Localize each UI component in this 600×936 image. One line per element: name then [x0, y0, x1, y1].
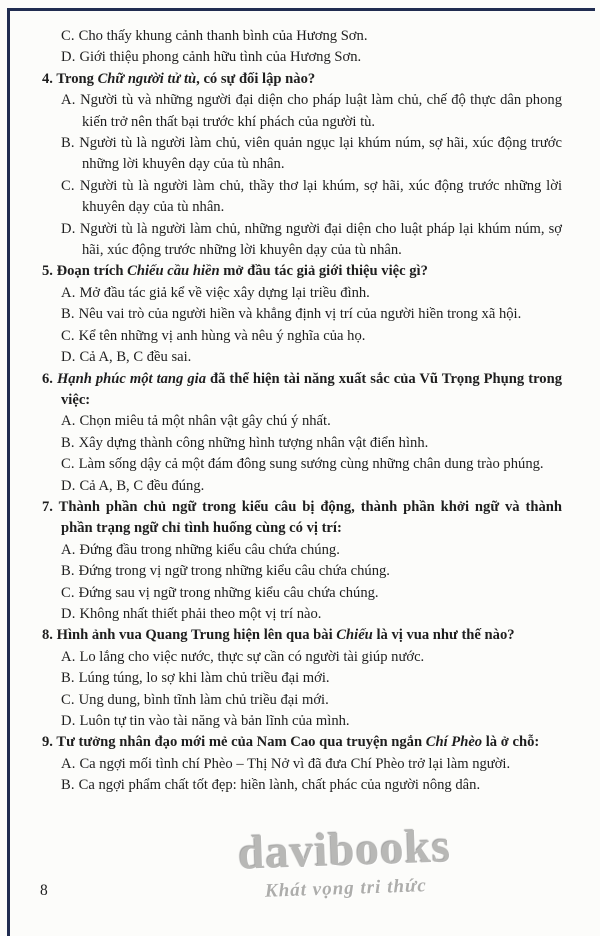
- answer-option: [61, 754, 562, 775]
- question-stem-text: đã thể hiện tài năng xuất sắc của Vũ Trọng Phụng trong việc:: [61, 370, 562, 408]
- question-list: [42, 69, 562, 797]
- option-label: D.: [61, 220, 80, 237]
- option-text: Xây dựng thành công những hình tượng nhân vật điển hình.: [78, 434, 429, 451]
- option-text: Lo lắng cho việc nước, thực sự cần có người tài giúp nước.: [79, 648, 425, 665]
- question-stem: [42, 732, 562, 753]
- page-number: 8: [40, 882, 48, 899]
- watermark: [199, 821, 491, 905]
- watermark-slogan: Khát vọng tri thức: [264, 875, 428, 902]
- question-stem-text: , có sự đối lập nào?: [196, 70, 316, 87]
- option-label: A.: [61, 284, 80, 301]
- option-text: Người tù là người làm chủ, viên quản ngục lại khúm núm, sợ hãi, xúc động trước những lời khuyên dạy của tù nhân.: [79, 135, 562, 173]
- answer-option: [61, 711, 562, 732]
- answer-option: [61, 476, 562, 497]
- question-stem-text: là ở chỗ:: [482, 734, 540, 751]
- option-label: A.: [61, 92, 81, 109]
- answer-option: [61, 647, 562, 668]
- question-block: [42, 732, 562, 796]
- option-label: B.: [61, 670, 79, 687]
- option-label: C.: [61, 28, 79, 44]
- option-text: Cả A, B, C đều sai.: [79, 349, 192, 366]
- answer-option: [61, 347, 562, 368]
- option-text: Luôn tự tin vào tài năng và bản lĩnh của mình.: [79, 713, 350, 729]
- question-stem-text: Thành phần chủ ngữ trong kiểu câu bị động, thành phần khởi ngữ và thành phần trạng ngữ chỉ tình huống cùng có vị trí:: [58, 498, 562, 537]
- answer-option: [61, 219, 562, 262]
- orphan-option-list: [42, 26, 562, 69]
- question-stem: [42, 369, 562, 412]
- option-label: C.: [61, 327, 79, 344]
- answer-option: [61, 454, 562, 475]
- option-label: B.: [61, 563, 79, 580]
- question-number: 5.: [42, 263, 57, 280]
- question-number: 6.: [42, 370, 57, 387]
- option-text: Nêu vai trò của người hiền và khẳng định vị trí của người hiền trong xã hội.: [78, 306, 522, 323]
- answer-option: [61, 176, 562, 219]
- answer-option: [61, 304, 562, 325]
- option-label: C.: [61, 456, 79, 473]
- question-block: [42, 69, 562, 262]
- option-text: Người tù và những người đại diện cho pháp luật làm chủ, chế độ thực dân phong kiến trở nên thất bại trước khí phách của người tù.: [80, 92, 562, 130]
- question-stem-text: là vị vua như thế nào?: [372, 627, 515, 644]
- question-stem: [42, 261, 562, 282]
- option-text: Đứng đầu trong những kiểu câu chứa chúng.: [79, 541, 340, 558]
- question-stem-text: Chiếu cầu hiền: [127, 263, 220, 280]
- question-number: 9.: [42, 734, 57, 751]
- answer-option: [61, 561, 562, 582]
- option-text: Mở đầu tác giả kể về việc xây dựng lại triều đình.: [79, 284, 370, 301]
- option-text: Cả A, B, C đều đúng.: [79, 477, 205, 494]
- question-block: [42, 369, 562, 497]
- option-text: Đứng sau vị ngữ trong những kiểu câu chứa chúng.: [78, 584, 379, 601]
- question-stem-text: Đoạn trích: [56, 263, 128, 280]
- option-label: A.: [61, 648, 80, 665]
- watermark-logo-text: davibooks: [237, 820, 452, 880]
- option-text: Người tù là người làm chủ, những người đại diện cho luật pháp lại khúm núm, sợ hãi, xúc động trước những lời khuyên dạy của tù nhân.: [79, 220, 562, 259]
- question-stem-text: Trong: [56, 70, 98, 87]
- answer-option: [61, 411, 562, 432]
- question-stem: [42, 69, 562, 90]
- option-label: C.: [61, 691, 79, 708]
- answer-option: [61, 26, 562, 47]
- option-text: Người tù là người làm chủ, thầy thơ lại khúm, sợ hãi, xúc động trước những lời khuyên dạy của tù nhân.: [79, 177, 562, 216]
- option-label: D.: [61, 605, 80, 622]
- answer-option: [61, 540, 562, 561]
- option-label: A.: [61, 541, 80, 558]
- question-number: 8.: [42, 627, 57, 644]
- option-label: B.: [61, 306, 79, 323]
- question-stem-text: mở đầu tác giả giới thiệu việc gì?: [219, 263, 428, 280]
- option-text: Cho thấy khung cảnh thanh bình của Hương Sơn.: [78, 28, 368, 44]
- option-text: Không nhất thiết phải theo một vị trí nào.: [79, 605, 322, 622]
- question-stem: [42, 625, 562, 646]
- question-block: [42, 625, 562, 732]
- option-text: Lúng túng, lo sợ khi làm chủ triều đại mới.: [78, 670, 330, 687]
- option-label: A.: [61, 413, 80, 430]
- option-label: C.: [61, 584, 79, 601]
- option-text: Ung dung, bình tĩnh làm chủ triều đại mới.: [78, 691, 329, 708]
- answer-option: [61, 433, 562, 454]
- answer-option: [61, 604, 562, 625]
- answer-option: [61, 283, 562, 304]
- answer-option: [61, 326, 562, 347]
- option-text: Đứng trong vị ngữ trong những kiểu câu chứa chúng.: [78, 563, 390, 580]
- question-stem-text: Chữ người tử tù: [97, 70, 197, 87]
- option-label: D.: [61, 349, 80, 366]
- answer-option: [61, 668, 562, 689]
- question-number: 7.: [42, 498, 59, 515]
- option-label: D.: [61, 477, 80, 494]
- option-text: Làm sống dậy cả một đám đông sung sướng cùng những chân dung trào phúng.: [78, 456, 544, 473]
- answer-option: [61, 690, 562, 711]
- question-block: [42, 497, 562, 625]
- question-stem-text: Chiếu: [336, 627, 373, 644]
- option-label: D.: [61, 49, 80, 66]
- answer-option: [61, 90, 562, 133]
- option-text: Kể tên những vị anh hùng và nêu ý nghĩa của họ.: [78, 327, 366, 344]
- question-stem-text: Hạnh phúc một tang gia: [56, 370, 206, 387]
- option-label: B.: [61, 434, 79, 451]
- option-label: C.: [61, 177, 80, 194]
- question-stem-text: Chí Phèo: [425, 734, 483, 751]
- answer-option: [61, 583, 562, 604]
- question-block: [42, 261, 562, 368]
- answer-option: [61, 133, 562, 176]
- option-text: Chọn miêu tả một nhân vật gây chú ý nhất.: [79, 413, 331, 430]
- question-stem: [42, 497, 562, 540]
- option-text: Giới thiệu phong cảnh hữu tình của Hương Sơn.: [79, 49, 362, 66]
- option-label: B.: [61, 777, 79, 794]
- question-number: 4.: [42, 70, 57, 87]
- answer-option: [61, 775, 562, 796]
- question-stem-text: Tư tưởng nhân đạo mới mẻ của Nam Cao qua truyện ngắn: [56, 734, 426, 751]
- option-label: D.: [61, 713, 80, 729]
- option-label: B.: [61, 135, 80, 152]
- question-stem-text: Hình ảnh vua Quang Trung hiện lên qua bài: [56, 627, 337, 644]
- option-text: Ca ngợi phẩm chất tốt đẹp: hiền lành, chất phác của người nông dân.: [78, 777, 481, 794]
- answer-option: [61, 47, 562, 68]
- option-label: A.: [61, 755, 80, 772]
- option-text: Ca ngợi mối tình chí Phèo – Thị Nở vì đã đưa Chí Phèo trở lại làm người.: [79, 755, 511, 772]
